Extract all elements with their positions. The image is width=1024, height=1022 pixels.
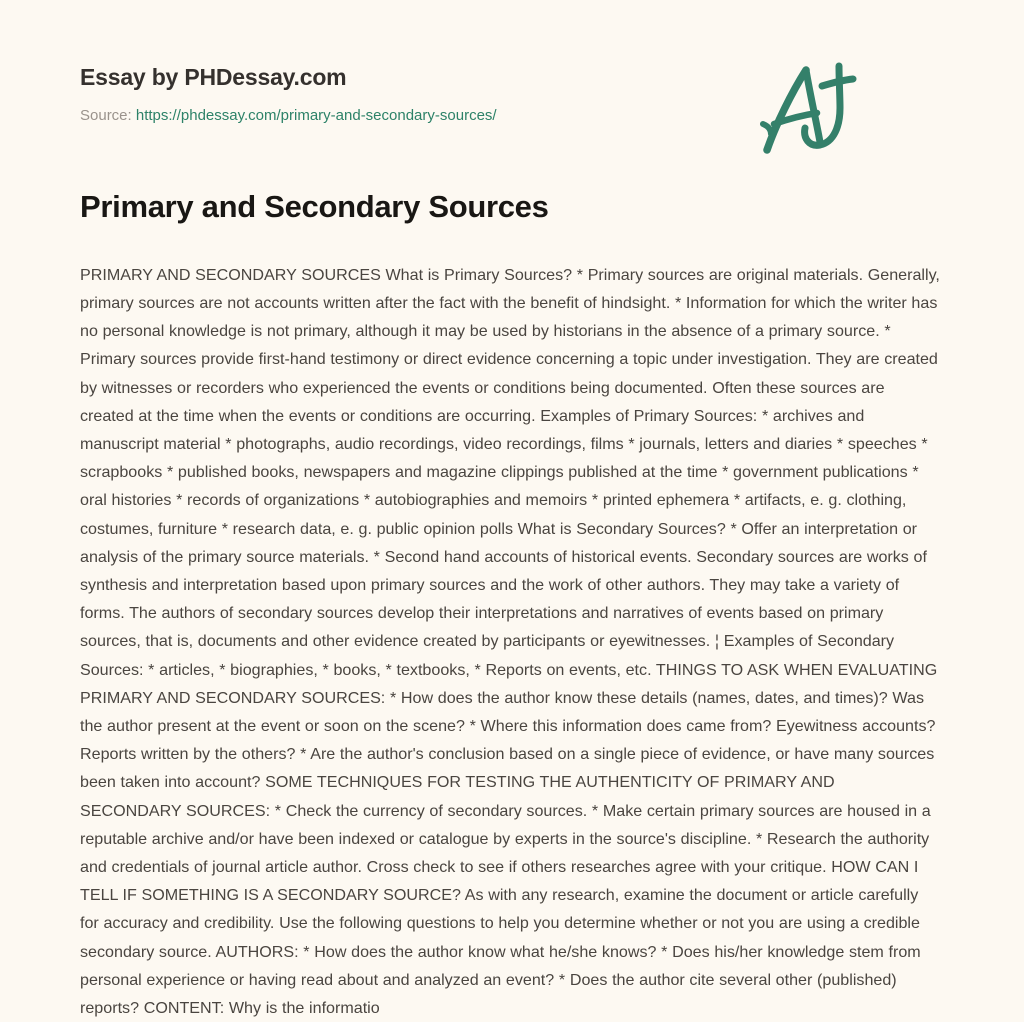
page-title: Primary and Secondary Sources	[80, 189, 549, 224]
a-plus-logo-icon	[754, 58, 864, 158]
source-url-link[interactable]: https://phdessay.com/primary-and-secondary-sources/	[135, 106, 497, 124]
document-header	[80, 0, 944, 124]
a-plus-logo	[754, 58, 864, 158]
source-label: Source:	[80, 106, 132, 124]
brand-title: Essay by PHDessay.com	[80, 64, 347, 90]
document-body-text: PRIMARY AND SECONDARY SOURCES What is Primary Sources? * Primary sources are original materials. Generally, primary sources are not accounts written after the fact with the benefit of hindsight. * Information for which the writer has no personal knowledge is not primary, although it may be used by historians in the absence of a primary source. * Primary sources provide first-hand testimony or direct evidence concerning a topic under investigation. They are created by witnesses or recorders who experienced the events or conditions being documented. Often these sources are created at the time when the events or conditions are occurring. Examples of Primary Sources: * archives and manuscript material * photographs, audio recordings, video recordings, films * journals, letters and diaries * speeches * scrapbooks * published books, newspapers and magazine clippings published at the time * government publications * oral histories * records of organizations * autobiographies and memoirs * printed ephemera * artifacts, e. g. clothing, costumes, furniture * research data, e. g. public opinion polls What is Secondary Sources? * Offer an interpretation or analysis of the primary source materials. * Second hand accounts of historical events. Secondary sources are works of synthesis and interpretation based upon primary sources and the work of other authors. They may take a variety of forms. The authors of secondary sources develop their interpretations and narratives of events based on primary sources, that is, documents and other evidence created by participants or eyewitnesses. ¦ Examples of Secondary Sources: * articles, * biographies, * books, * textbooks, * Reports on events, etc. THINGS TO ASK WHEN EVALUATING PRIMARY AND SECONDARY SOURCES: * How does the author know these details (names, dates, and times)? Was the author present at the event or soon on the scene? * Where this information does came from? Eyewitness accounts? Reports written by the others? * Are the author's conclusion based on a single piece of evidence, or have many sources been taken into account? SOME TECHNIQUES FOR TESTING THE AUTHENTICITY OF PRIMARY AND SECONDARY SOURCES: * Check the currency of secondary sources. * Make certain primary sources are housed in a reputable archive and/or have been indexed or catalogue by experts in the source's discipline. * Research the authority and credentials of journal article author. Cross check to see if others researches agree with your critique. HOW CAN I TELL IF SOMETHING IS A SECONDARY SOURCE? As with any research, examine the document or article carefully for accuracy and credibility. Use the following questions to help you determine whether or not you are using a credible secondary source. AUTHORS: * How does the author know what he/she knows? * Does his/her knowledge stem from personal experience or having read about and analyzed an event? * Does the author cite several other (published) reports? CONTENT: Why is the informatio	[80, 265, 940, 1018]
